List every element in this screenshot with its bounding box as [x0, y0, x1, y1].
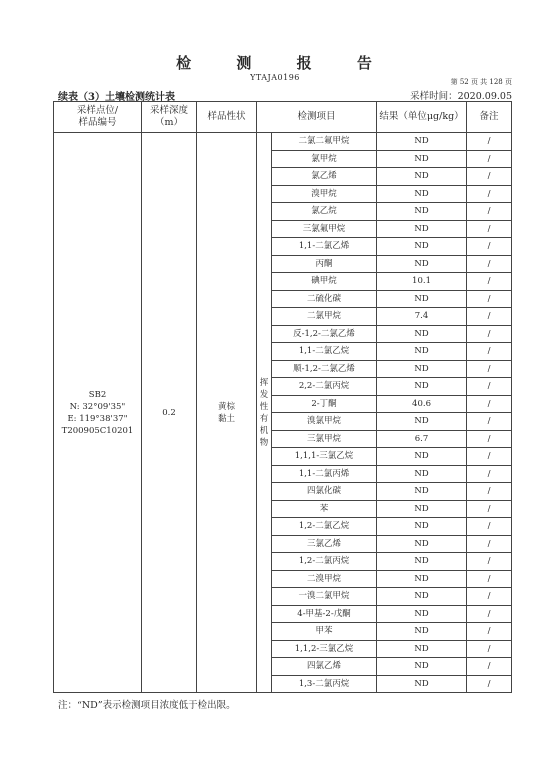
- header-depth-line: 采样深度: [149, 105, 188, 116]
- result-cell: ND: [377, 483, 467, 501]
- result-cell: ND: [377, 133, 467, 151]
- sample-time: 采样时间：2020.09.05: [410, 91, 512, 102]
- item-cell: 1,3-二氯丙烷: [272, 675, 377, 693]
- header-depth-line: （m）: [154, 117, 183, 128]
- item-cell: 三氯氟甲烷: [272, 220, 377, 238]
- header-result: 结果（单位μg/kg）: [377, 102, 467, 133]
- result-cell: ND: [377, 343, 467, 361]
- result-cell: ND: [377, 150, 467, 168]
- result-cell: ND: [377, 413, 467, 431]
- header-sample-point-line: 采样点位/: [76, 105, 119, 116]
- item-cell: 1,1,1-三氯乙烷: [272, 448, 377, 466]
- header-nature: 样品性状: [197, 102, 257, 133]
- result-cell: ND: [377, 238, 467, 256]
- header-item: 检测项目: [257, 102, 377, 133]
- table-subtitle: 续表（3）土壤检测统计表: [58, 92, 175, 103]
- category-cell: [257, 133, 272, 693]
- remark-cell: /: [467, 623, 512, 641]
- soil-test-table: [53, 101, 512, 693]
- nature-line: 黏土: [217, 413, 235, 424]
- result-cell: ND: [377, 658, 467, 676]
- item-cell: 反-1,2-二氯乙烯: [272, 325, 377, 343]
- remark-cell: /: [467, 360, 512, 378]
- item-cell: 四氯乙烯: [272, 658, 377, 676]
- item-cell: 4-甲基-2-戊酮: [272, 605, 377, 623]
- item-cell: 2,2-二氯丙烷: [272, 378, 377, 396]
- item-cell: 2-丁酮: [272, 395, 377, 413]
- depth-cell: 0.2: [142, 133, 197, 693]
- result-cell: ND: [377, 220, 467, 238]
- category-char: 性: [259, 401, 269, 412]
- header-sample-point-line: 样品编号: [78, 117, 117, 128]
- item-cell: 二氯甲烷: [272, 308, 377, 326]
- report-title: 检 测 报 告: [176, 54, 392, 72]
- remark-cell: /: [467, 150, 512, 168]
- remark-cell: /: [467, 290, 512, 308]
- result-cell: ND: [377, 518, 467, 536]
- remark-cell: /: [467, 640, 512, 658]
- remark-cell: /: [467, 553, 512, 571]
- result-cell: ND: [377, 360, 467, 378]
- category-char: 机: [259, 425, 269, 436]
- item-cell: 氯乙烯: [272, 168, 377, 186]
- remark-cell: /: [467, 168, 512, 186]
- remark-cell: /: [467, 605, 512, 623]
- remark-cell: /: [467, 308, 512, 326]
- result-cell: ND: [377, 448, 467, 466]
- remark-cell: /: [467, 413, 512, 431]
- table-row: [54, 133, 512, 151]
- item-cell: 一溴二氯甲烷: [272, 588, 377, 606]
- result-cell: ND: [377, 185, 467, 203]
- item-cell: 1,2-二氯乙烷: [272, 518, 377, 536]
- remark-cell: /: [467, 343, 512, 361]
- result-cell: ND: [377, 168, 467, 186]
- result-cell: ND: [377, 535, 467, 553]
- result-cell: 6.7: [377, 430, 467, 448]
- item-cell: 三氯甲烷: [272, 430, 377, 448]
- item-cell: 氯乙烷: [272, 203, 377, 221]
- item-cell: 甲苯: [272, 623, 377, 641]
- remark-cell: /: [467, 588, 512, 606]
- item-cell: 苯: [272, 500, 377, 518]
- result-cell: ND: [377, 640, 467, 658]
- item-cell: 二氯二氟甲烷: [272, 133, 377, 151]
- sample-point-line: T200905C10201: [61, 425, 134, 436]
- result-cell: ND: [377, 623, 467, 641]
- item-cell: 溴氯甲烷: [272, 413, 377, 431]
- remark-cell: /: [467, 273, 512, 291]
- remark-cell: /: [467, 500, 512, 518]
- item-cell: 二硫化碳: [272, 290, 377, 308]
- result-cell: ND: [377, 570, 467, 588]
- header-remark: 备注: [467, 102, 512, 133]
- sample-point-cell: [54, 133, 142, 693]
- item-cell: 四氯化碳: [272, 483, 377, 501]
- nature-cell: [197, 133, 257, 693]
- category-char: 物: [259, 437, 269, 448]
- remark-cell: /: [467, 220, 512, 238]
- result-cell: ND: [377, 553, 467, 571]
- category-char: 有: [259, 413, 269, 424]
- result-cell: ND: [377, 255, 467, 273]
- nature-line: 黄棕: [217, 401, 235, 412]
- remark-cell: /: [467, 185, 512, 203]
- result-cell: 40.6: [377, 395, 467, 413]
- header-sample-point: [54, 102, 142, 133]
- category-char: 挥: [259, 377, 269, 388]
- result-cell: ND: [377, 290, 467, 308]
- item-cell: 二溴甲烷: [272, 570, 377, 588]
- remark-cell: /: [467, 238, 512, 256]
- result-cell: ND: [377, 675, 467, 693]
- remark-cell: /: [467, 133, 512, 151]
- result-cell: ND: [377, 325, 467, 343]
- sample-point-line: SB2: [88, 389, 107, 400]
- item-cell: 碘甲烷: [272, 273, 377, 291]
- result-cell: ND: [377, 500, 467, 518]
- report-code: YTAJA0196: [250, 73, 300, 82]
- item-cell: 溴甲烷: [272, 185, 377, 203]
- footnote: 注：“ND”表示检测项目浓度低于检出限。: [58, 700, 236, 711]
- result-cell: ND: [377, 203, 467, 221]
- remark-cell: /: [467, 378, 512, 396]
- item-cell: 1,1-二氯丙烯: [272, 465, 377, 483]
- item-cell: 顺-1,2-二氯乙烯: [272, 360, 377, 378]
- item-cell: 氯甲烷: [272, 150, 377, 168]
- result-cell: 10.1: [377, 273, 467, 291]
- result-cell: ND: [377, 465, 467, 483]
- item-cell: 1,2-二氯丙烷: [272, 553, 377, 571]
- remark-cell: /: [467, 325, 512, 343]
- remark-cell: /: [467, 203, 512, 221]
- result-cell: 7.4: [377, 308, 467, 326]
- remark-cell: /: [467, 465, 512, 483]
- item-cell: 三氯乙烯: [272, 535, 377, 553]
- remark-cell: /: [467, 675, 512, 693]
- page-number: 第 52 页 共 128 页: [450, 78, 512, 86]
- result-cell: ND: [377, 588, 467, 606]
- remark-cell: /: [467, 658, 512, 676]
- remark-cell: /: [467, 448, 512, 466]
- sample-point-line: N: 32°09'35": [69, 401, 126, 412]
- item-cell: 1,1-二氯乙烯: [272, 238, 377, 256]
- result-cell: ND: [377, 605, 467, 623]
- remark-cell: /: [467, 518, 512, 536]
- item-cell: 丙酮: [272, 255, 377, 273]
- sample-point-line: E: 119°38'37": [67, 413, 128, 424]
- result-cell: ND: [377, 378, 467, 396]
- table-body: [54, 133, 512, 693]
- item-cell: 1,1-二氯乙烷: [272, 343, 377, 361]
- remark-cell: /: [467, 570, 512, 588]
- category-char: 发: [259, 389, 269, 400]
- remark-cell: /: [467, 535, 512, 553]
- item-cell: 1,1,2-三氯乙烷: [272, 640, 377, 658]
- remark-cell: /: [467, 430, 512, 448]
- header-depth: [142, 102, 197, 133]
- remark-cell: /: [467, 483, 512, 501]
- table-header-row: [54, 102, 512, 133]
- remark-cell: /: [467, 255, 512, 273]
- remark-cell: /: [467, 395, 512, 413]
